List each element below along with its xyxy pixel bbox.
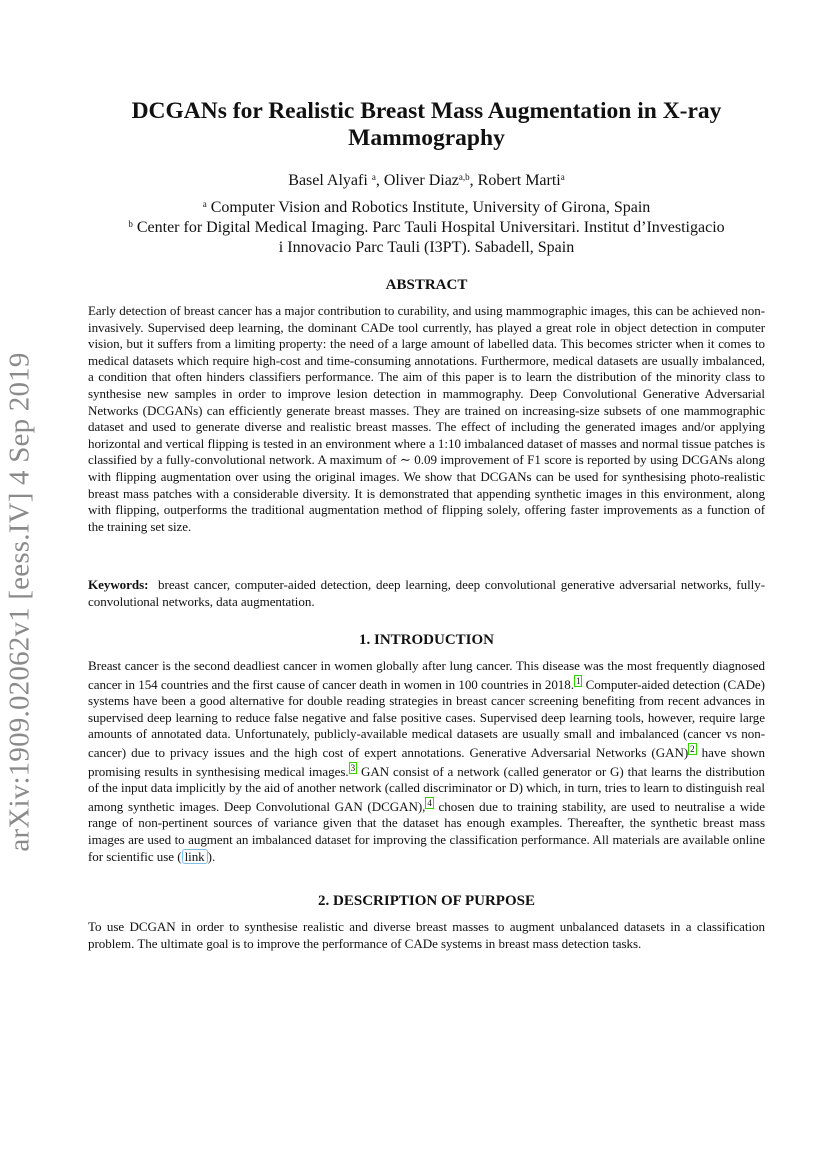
author-name: Oliver Diaz [383,172,459,189]
affiliation-b-cont: i Innovacio Parc Tauli (I3PT). Sabadell, Spain [278,239,575,256]
paper-title: DCGANs for Realistic Breast Mass Augmentation in X-ray Mammography [131,98,722,151]
materials-link[interactable]: link [182,849,208,864]
purpose-heading: 2. DESCRIPTION OF PURPOSE [318,893,535,909]
affiliation-b: $^b$ Center for Digital Medical Imaging. Parc Tauli Hospital Universitari. Institut d’Investigacio [128,219,725,236]
affil-mark: a [202,199,207,209]
introduction-heading: 1. INTRODUCTION [358,632,494,648]
affiliations [88,198,765,258]
keywords-text: breast cancer, computer-aided detection, deep learning, deep convolutional generative adversarial networks, fully-convolutional networks, data augmentation. [88,577,765,609]
purpose-text: To use DCGAN in order to synthesise realistic and diverse breast masses to augment unbalanced datasets in a classification problem. The ultimate goal is to improve the performance of CADe systems in breast mass detection tasks. [88,919,765,951]
keywords-label: Keywords: [88,577,149,592]
author-affil-mark: a [371,172,376,182]
abstract-heading: ABSTRACT [385,277,468,293]
author-affil-mark: a,b [458,172,470,182]
introduction-text: Breast cancer is the second deadliest cancer in women globally after lung cancer. This disease was the most frequently diagnosed cancer in 154 countries and the first cause of cancer death in women in 100 countries in 2018. $^1$ Computer-aided detection (CADe) systems have been a good alternative for double reading strategies in breast cancer screening benefiting from recent advances in supervised deep learning to reduce false negative and false positive cases. Supervised deep learning tools, however, require large amounts of annotated data. Unfortunately, publicly-available medical datasets are usually small and imbalanced (cancer vs non-cancer) due to privacy issues and the high cost of expert annotations. Generative Adversarial Networks (GAN) $^2$ have shown promising results in synthesising medical images. $^3$ GAN consist of a network (called generator or G) that learns the distribution of the input data implicitly by the aid of another network (called discriminator or D) which, in turn, tries to learn to distinguish real among synthetic images. Deep Convolutional GAN (DCGAN), $^4$ chosen due to training stability, are used to neutralise a wide range of non-pertinent sources of variance given that the dataset has enough examples. Thereafter, the synthetic breast mass images are used to augment an imbalanced dataset for improving the classification performance. All materials are available online for scientific use ( link ). [88,658,766,864]
citation-link[interactable]: 1 [575,675,581,686]
affiliation-a: $^a$ Computer Vision and Robotics Institute, University of Girona, Spain [202,199,651,216]
affil-mark: b [128,219,133,229]
author-name: Basel Alyafi [288,172,368,189]
citation-link[interactable]: 4 [427,797,432,808]
citation-link[interactable]: 2 [690,743,695,754]
keywords [88,577,765,610]
author-list: Basel Alyafi $^a$, Oliver Diaz$^{a,b}$, Robert Marti$^a$ [288,172,565,189]
citation-link[interactable]: 3 [350,762,356,773]
author-affil-mark: a [560,172,565,182]
abstract-text: Early detection of breast cancer has a major contribution to curability, and using mammographic images, this can be achieved non-invasively. Supervised deep learning, the dominant CADe tool currently, has played a great role in object detection in computer vision, but it suffers from a limiting property: the need of a large amount of labelled data. This becomes stricter when it comes to medical datasets which require high-cost and time-consuming annotations. Furthermore, medical datasets are usually imbalanced, a condition that often hinders classifiers performance. The aim of this paper is to learn the distribution of the minority class to synthesise new samples in order to improve lesion detection in mammography. Deep Convolutional Generative Adversarial Networks (DCGANs) can efficiently generate breast masses. They are trained on increasing-size subsets of one mammographic dataset and used to generate diverse and realistic breast masses. The effect of including the generated images and/or applying horizontal and vertical flipping is tested in an environment where a 1:10 imbalanced dataset of masses and normal tissue patches is classified by a fully-convolutional network. A maximum of ∼ 0.09 improvement of F1 score is reported by using DCGANs along with flipping augmentation over using the original images. We show that DCGANs can be used for synthesising photo-realistic breast mass patches with a considerable diversity. It is demonstrated that appending synthetic images in this environment, along with flipping, outperforms the traditional augmentation method of flipping solely, offering faster improvements as a function of the training set size. [88,303,765,534]
arxiv-id: arXiv:1909.02062v1 [eess.IV] 4 Sep 2019 [3,352,36,852]
author-name: Robert Marti [477,172,561,189]
